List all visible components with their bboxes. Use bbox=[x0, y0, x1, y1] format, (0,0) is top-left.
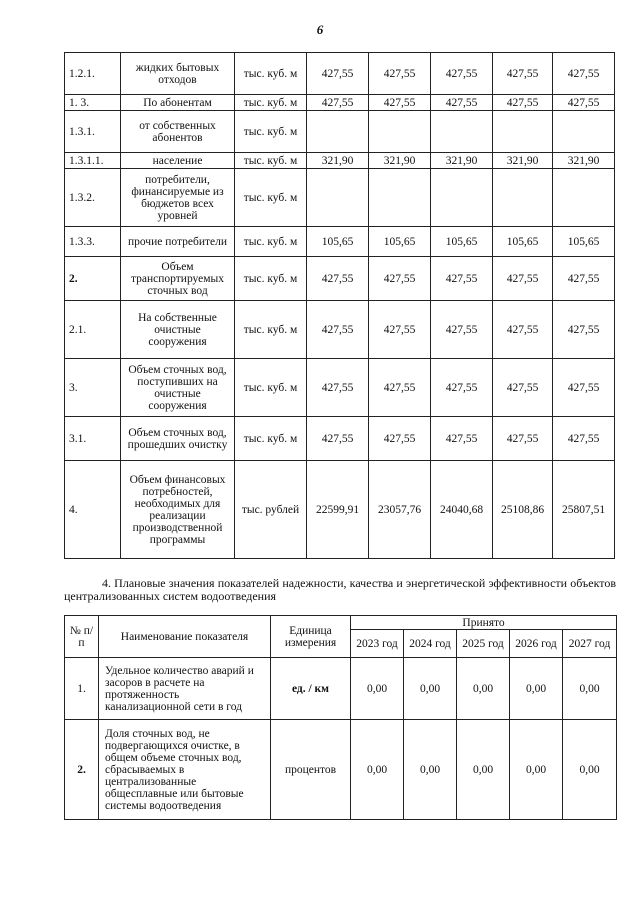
row-unit: тыс. куб. м bbox=[235, 169, 307, 227]
row-value: 0,00 bbox=[351, 658, 404, 720]
row-code: 3. bbox=[65, 359, 121, 417]
row-code: 2.1. bbox=[65, 301, 121, 359]
row-name: потребители, финансируемые из бюджетов всех уровней bbox=[121, 169, 235, 227]
row-value: 0,00 bbox=[510, 658, 563, 720]
row-value: 427,55 bbox=[553, 301, 615, 359]
row-code: 4. bbox=[65, 461, 121, 559]
row-unit: тыс. куб. м bbox=[235, 359, 307, 417]
indicators-table bbox=[64, 615, 617, 820]
row-unit: тыс. рублей bbox=[235, 461, 307, 559]
table-row bbox=[65, 111, 615, 153]
row-value bbox=[369, 111, 431, 153]
table-row bbox=[65, 301, 615, 359]
row-value: 427,55 bbox=[431, 417, 493, 461]
table-row bbox=[65, 153, 615, 169]
row-unit: тыс. куб. м bbox=[235, 417, 307, 461]
row-value: 427,55 bbox=[431, 257, 493, 301]
row-value: 0,00 bbox=[457, 720, 510, 820]
row-name: Удельное количество аварий и засоров в расчете на протяженность канализационной сети в год bbox=[99, 658, 271, 720]
row-value: 105,65 bbox=[493, 227, 553, 257]
row-value: 427,55 bbox=[553, 53, 615, 95]
row-value: 105,65 bbox=[553, 227, 615, 257]
table-row bbox=[65, 257, 615, 301]
table-row bbox=[65, 53, 615, 95]
table-row bbox=[65, 720, 617, 820]
row-code: 3.1. bbox=[65, 417, 121, 461]
row-value: 0,00 bbox=[404, 720, 457, 820]
row-value: 24040,68 bbox=[431, 461, 493, 559]
row-unit: тыс. куб. м bbox=[235, 227, 307, 257]
header-year: 2027 год bbox=[563, 630, 617, 658]
header-year: 2024 год bbox=[404, 630, 457, 658]
row-value: 0,00 bbox=[510, 720, 563, 820]
row-value: 427,55 bbox=[307, 417, 369, 461]
header-name: Наименование показателя bbox=[99, 616, 271, 658]
header-unit: Единица измерения bbox=[271, 616, 351, 658]
row-value: 321,90 bbox=[307, 153, 369, 169]
row-value: 105,65 bbox=[307, 227, 369, 257]
row-unit: тыс. куб. м bbox=[235, 257, 307, 301]
row-value: 25108,86 bbox=[493, 461, 553, 559]
row-unit: тыс. куб. м bbox=[235, 153, 307, 169]
row-num: 1. bbox=[65, 658, 99, 720]
row-value: 105,65 bbox=[369, 227, 431, 257]
row-value bbox=[553, 169, 615, 227]
row-value: 427,55 bbox=[553, 417, 615, 461]
row-value: 427,55 bbox=[307, 301, 369, 359]
row-value: 22599,91 bbox=[307, 461, 369, 559]
row-name: На собственные очистные сооружения bbox=[121, 301, 235, 359]
row-value: 321,90 bbox=[493, 153, 553, 169]
row-value: 427,55 bbox=[493, 359, 553, 417]
row-value: 427,55 bbox=[307, 53, 369, 95]
row-value: 0,00 bbox=[404, 658, 457, 720]
row-code: 1.2.1. bbox=[65, 53, 121, 95]
row-value: 427,55 bbox=[553, 257, 615, 301]
row-value: 427,55 bbox=[369, 95, 431, 111]
table-row bbox=[65, 359, 615, 417]
row-value: 427,55 bbox=[369, 257, 431, 301]
row-value: 427,55 bbox=[493, 257, 553, 301]
row-value: 23057,76 bbox=[369, 461, 431, 559]
row-value: 427,55 bbox=[431, 359, 493, 417]
header-num: № п/п bbox=[65, 616, 99, 658]
row-name: Объем сточных вод, прошедших очистку bbox=[121, 417, 235, 461]
row-value: 0,00 bbox=[457, 658, 510, 720]
row-num: 2. bbox=[65, 720, 99, 820]
production-program-table bbox=[64, 52, 615, 559]
table-row bbox=[65, 169, 615, 227]
row-name: население bbox=[121, 153, 235, 169]
table-row bbox=[65, 461, 615, 559]
row-code: 1.3.3. bbox=[65, 227, 121, 257]
row-value: 427,55 bbox=[431, 53, 493, 95]
row-code: 1.3.2. bbox=[65, 169, 121, 227]
header-year: 2023 год bbox=[351, 630, 404, 658]
table-row bbox=[65, 227, 615, 257]
row-value: 427,55 bbox=[369, 417, 431, 461]
row-value: 321,90 bbox=[553, 153, 615, 169]
row-value: 427,55 bbox=[369, 53, 431, 95]
row-value: 105,65 bbox=[431, 227, 493, 257]
row-value: 321,90 bbox=[431, 153, 493, 169]
table-row bbox=[65, 658, 617, 720]
row-value: 427,55 bbox=[431, 95, 493, 111]
row-value: 427,55 bbox=[493, 417, 553, 461]
row-name: жидких бытовых отходов bbox=[121, 53, 235, 95]
row-value: 427,55 bbox=[493, 53, 553, 95]
row-unit: тыс. куб. м bbox=[235, 301, 307, 359]
row-value bbox=[431, 111, 493, 153]
row-unit: тыс. куб. м bbox=[235, 111, 307, 153]
row-name: По абонентам bbox=[121, 95, 235, 111]
row-value: 427,55 bbox=[307, 359, 369, 417]
row-value: 0,00 bbox=[563, 720, 617, 820]
row-value: 427,55 bbox=[431, 301, 493, 359]
header-year: 2026 год bbox=[510, 630, 563, 658]
row-value: 427,55 bbox=[307, 257, 369, 301]
row-code: 1.3.1. bbox=[65, 111, 121, 153]
row-name: от собственных абонентов bbox=[121, 111, 235, 153]
row-value bbox=[307, 111, 369, 153]
row-name: Доля сточных вод, не подвергающихся очистке, в общем объеме сточных вод, сбрасываемых в централизованные общесплавные или бытовые системы водоотведения bbox=[99, 720, 271, 820]
row-value bbox=[369, 169, 431, 227]
row-code: 2. bbox=[65, 257, 121, 301]
row-value: 427,55 bbox=[553, 95, 615, 111]
row-value: 25807,51 bbox=[553, 461, 615, 559]
row-code: 1. 3. bbox=[65, 95, 121, 111]
section-heading: 4. Плановые значения показателей надежности, качества и энергетической эффективности объектов централизованных систем водоотведения bbox=[64, 576, 616, 603]
row-unit: процентов bbox=[271, 720, 351, 820]
row-value: 427,55 bbox=[493, 95, 553, 111]
row-value: 427,55 bbox=[369, 359, 431, 417]
row-value: 0,00 bbox=[351, 720, 404, 820]
row-name: Объем сточных вод, поступивших на очистные сооружения bbox=[121, 359, 235, 417]
page-number: 6 bbox=[316, 22, 324, 37]
row-value bbox=[493, 111, 553, 153]
table-row bbox=[65, 417, 615, 461]
row-value: 427,55 bbox=[307, 95, 369, 111]
row-name: Объем финансовых потребностей, необходимых для реализации производственной программы bbox=[121, 461, 235, 559]
row-value bbox=[307, 169, 369, 227]
row-value bbox=[493, 169, 553, 227]
header-year: 2025 год bbox=[457, 630, 510, 658]
row-unit: тыс. куб. м bbox=[235, 53, 307, 95]
row-code: 1.3.1.1. bbox=[65, 153, 121, 169]
row-value bbox=[553, 111, 615, 153]
row-value: 321,90 bbox=[369, 153, 431, 169]
row-name: прочие потребители bbox=[121, 227, 235, 257]
row-value: 427,55 bbox=[553, 359, 615, 417]
table-row bbox=[65, 95, 615, 111]
row-name: Объем транспортируемых сточных вод bbox=[121, 257, 235, 301]
row-unit: ед. / км bbox=[271, 658, 351, 720]
row-value: 427,55 bbox=[493, 301, 553, 359]
row-unit: тыс. куб. м bbox=[235, 95, 307, 111]
row-value: 427,55 bbox=[369, 301, 431, 359]
header-accepted: Принято bbox=[351, 616, 617, 630]
row-value bbox=[431, 169, 493, 227]
row-value: 0,00 bbox=[563, 658, 617, 720]
